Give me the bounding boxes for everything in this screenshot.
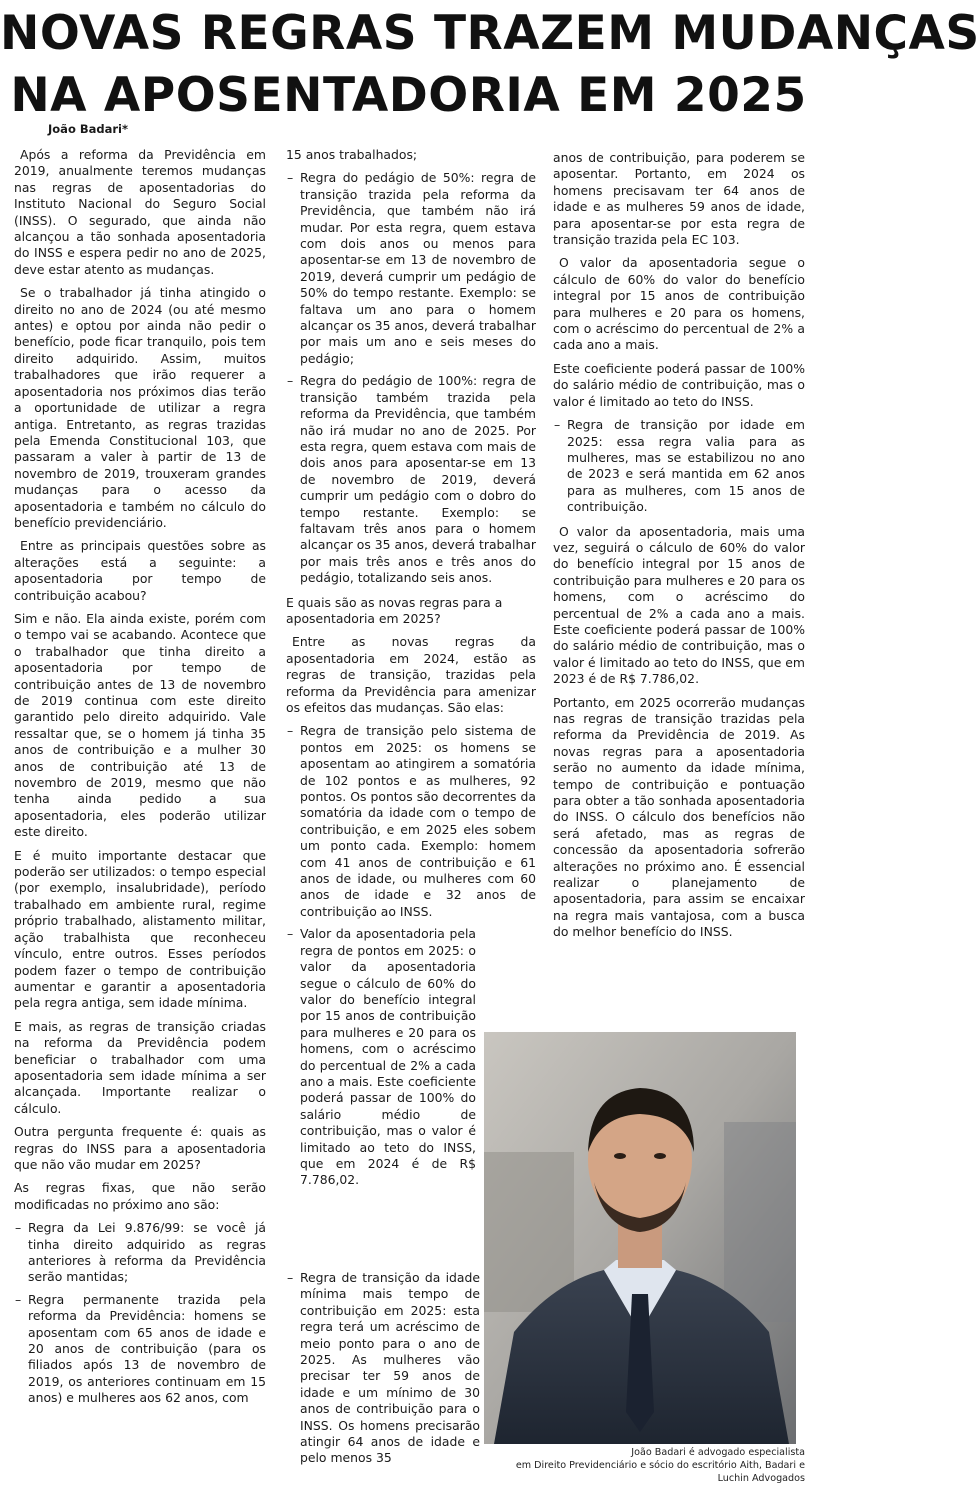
headline-line-2: NA APOSENTADORIA EM 2025 <box>10 68 807 123</box>
author-photo <box>484 1032 796 1444</box>
paragraph: E é muito importante destacar que poderão ser utilizados: o tempo especial (por exemplo, insalubridade), período trabalhado em ambiente rural, regime próprio trabalhado, alistamento militar, ação trabalhista que reconheceu vínculo, entre outros. Esses períodos podem fazer o tempo de contribuição aumentar e garantir a aposentadoria pela regra antiga, sem idade mínima. <box>14 847 266 1011</box>
paragraph: anos de contribuição, para poderem se aposentar. Portanto, em 2024 os homens precisavam ter 64 anos de idade e as mulheres 59 anos de idade, para aposentar-se por esta regra de transição trazida pela EC 103. <box>553 150 805 248</box>
list-item: – Regra permanente trazida pela reforma da Previdência: homens se aposentam com 65 anos de idade e 20 anos de contribuição (para os filiados após 13 de novembro de 2019, os anteriores continuam em 15 anos) e mulheres aos 62 anos, com <box>14 1292 266 1407</box>
paragraph: As regras fixas, que não serão modificadas no próximo ano são: <box>14 1180 266 1212</box>
list-item: – Valor da aposentadoria pela regra de pontos em 2025: o valor da aposentadoria segue o cálculo de 60% do valor do benefício integral por 15 anos de contribuição para mulheres e 20 para os homens, com o acréscimo do percentual de 2% a cada ano a mais. Este coeficiente poderá passar de 100% do salário médio de contribuição, mas o valor é limitado ao teto do INSS, que em 2024 é de R$ 7.786,02. <box>286 926 476 1189</box>
list-item: – Regra do pedágio de 50%: regra de transição trazida pela reforma da Previdência, que também não irá mudar. Por esta regra, quem estava com dois anos ou menos para aposentar-se em 13 de novembro de 2019, deverá cumprir um pedágio de 50% do tempo restante. Exemplo: se faltava um ano para o homem alcançar os 35 anos, deverá trabalhar por mais um ano e seis meses do pedágio; <box>286 170 536 367</box>
paragraph: Entre as principais questões sobre as alterações está a seguinte: a aposentadoria por tempo de contribuição acabou? <box>14 538 266 603</box>
paragraph: O valor da aposentadoria segue o cálculo de 60% do valor do benefício integral por 15 anos de contribuição para mulheres e 20 para os homens, com o acréscimo do percentual de 2% a cada ano a mais. <box>553 255 805 353</box>
caption-line-1: João Badari é advogado especialista <box>631 1447 805 1458</box>
paragraph: Portanto, em 2025 ocorrerão mudanças nas regras de transição trazidas pela reforma da Previdência de 2019. As novas regras para a aposentadoria serão no aumento da idade mínima, tempo de contribuição e pontuação para obter a tão sonhada aposentadoria do INSS. O cálculo dos benefícios não será afetado, mas as regras de concessão da aposentadoria sofrerão alterações no próximo ano. É essencial realizar o planejamento de aposentadoria, para assim se encaixar na regra mais vantajosa, com a busca do melhor benefício do INSS. <box>553 694 805 940</box>
list-item: – Regra de transição pelo sistema de pontos em 2025: os homens se aposentam ao atingirem a somatória de 102 pontos e as mulheres, 92 pontos. Os pontos são decorrentes da somatória da idade com o tempo de contribuição, e em 2025 eles sobem um ponto cada. Exemplo: homem com 41 anos de contribuição e 61 anos de idade, ou mulheres com 60 anos de idade e 32 anos de contribuição ao INSS. <box>286 723 536 920</box>
author-portrait-illustration <box>484 1032 796 1444</box>
rules-list <box>286 1270 480 1467</box>
headline-line-1: NOVAS REGRAS TRAZEM MUDANÇAS <box>0 6 980 61</box>
paragraph: 15 anos trabalhados; <box>286 147 418 162</box>
article-column-1 <box>14 147 266 1415</box>
caption-line-2: em Direito Previdenciário e sócio do escritório Aith, Badari e Luchin Advogados <box>515 1460 805 1484</box>
paragraph: Este coeficiente poderá passar de 100% do salário médio de contribuição, mas o valor é limitado ao teto do INSS. <box>553 360 805 409</box>
list-item: – Regra de transição por idade em 2025: essa regra valia para as mulheres, mas se estabilizou no ano de 2023 e será mantida em 62 anos para as mulheres, com 15 anos de contribuição. <box>553 417 805 515</box>
rules-list <box>553 417 805 515</box>
byline: João Badari* <box>48 122 128 136</box>
list-item: – Regra da Lei 9.876/99: se você já tinha direito adquirido as regras anteriores à reforma da Previdência serão mantidas; <box>14 1220 266 1286</box>
list-item: – Regra de transição da idade mínima mais tempo de contribuição em 2025: esta regra terá um acréscimo de meio ponto para o ano de 2025. As mulheres vão precisar ter 59 anos de idade e um mínimo de 30 anos de contribuição para o INSS. Os homens precisarão atingir 64 anos de idade e pelo menos 35 <box>286 1270 480 1467</box>
paragraph: Sim e não. Ela ainda existe, porém com o tempo vai se acabando. Acontece que o trabalhador que tinha direito a aposentadoria por tempo de contribuição antes de 13 de novembro de 2019 continua com este direito garantido pelo direito adquirido. Vale ressaltar que, se o homem já tinha 35 anos de contribuição e a mulher 30 anos de contribuição até 13 de novembro de 2019, mesmo que não tenha ainda pedido a sua aposentadoria, eles poderão utilizar este direito. <box>14 610 266 840</box>
list-item: – Regra do pedágio de 100%: regra de transição também trazida pela reforma da Previdência, que também não irá mudar no ano de 2025. Por esta regra, quem estava com mais de dois anos para aposentar-se em 13 de novembro de 2019, deverá cumprir um pedágio com o dobro do tempo restante. Exemplo: se faltavam três anos para o homem alcançar os 35 anos, deverá trabalhar por mais três anos e três anos do pedágio, totalizando seis anos. <box>286 373 536 586</box>
paragraph: E quais são as novas regras para a aposentadoria em 2025? <box>286 594 503 626</box>
rules-list <box>286 170 536 586</box>
article-column-2-continued <box>286 1270 480 1475</box>
paragraph: O valor da aposentadoria, mais uma vez, seguirá o cálculo de 60% do valor do benefício integral por 15 anos de contribuição para mulheres e 20 para os homens, com o acréscimo do percentual de 2% a cada ano a mais. Este coeficiente poderá passar de 100% do salário médio de contribuição, mas o valor é limitado ao teto do INSS, que em 2023 é de R$ 7.786,02. <box>553 523 805 687</box>
rules-list <box>14 1220 266 1406</box>
paragraph: Se o trabalhador já tinha atingido o direito no ano de 2024 (ou até mesmo antes) e optou por ainda não pedir o benefício, pode ficar tranquilo, pois tem direito adquirido. Assim, muitos trabalhadores que irão requerer a aposentadoria nos próximos dias terão a oportunidade de utilizar a regra antiga. Entretanto, as regras trazidas pela Emenda Constitucional 103, que passaram a valer à partir de 13 de novembro de 2019, trouxeram grandes mudanças para o acesso da aposentadoria e também no cálculo do benefício previdenciário. <box>14 285 266 530</box>
paragraph: Após a reforma da Previdência em 2019, anualmente teremos mudanças nas regras de aposentadorias do Instituto Nacional do Seguro Social (INSS). O segurado, que ainda não alcançou a tão sonhada aposentadoria do INSS e espera pedir no ano de 2025, deve estar atento as mudanças. <box>14 147 266 277</box>
photo-caption <box>500 1446 805 1485</box>
paragraph: E mais, as regras de transição criadas na reforma da Previdência podem beneficiar o trabalhador com uma aposentadoria sem idade mínima a ser alcançada. Importante realizar o cálculo. <box>14 1018 266 1116</box>
article-column-3 <box>553 150 805 948</box>
paragraph: Entre as novas regras da aposentadoria em 2024, estão as regras de transição, trazidas pela reforma da Previdência para amenizar os efeitos das mudanças. São elas: <box>286 634 536 715</box>
paragraph: Outra pergunta frequente é: quais as regras do INSS para a aposentadoria que não vão mudar em 2025? <box>14 1124 266 1172</box>
